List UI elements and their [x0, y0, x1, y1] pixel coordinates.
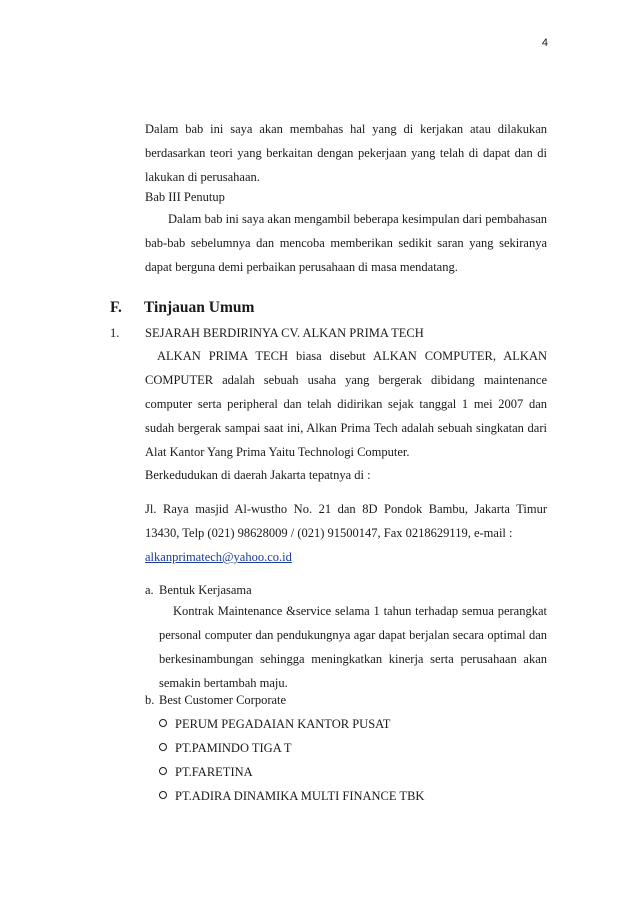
paragraph-bab-2: Dalam bab ini saya akan membahas hal yang di kerjakan atau dilakukan berdasarkan teori yang berkaitan dengan pekerjaan yang telah di dapat dan di lakukan di perusahaan.: [145, 122, 547, 184]
customer-name: PT.ADIRA DINAMIKA MULTI FINANCE TBK: [175, 789, 425, 803]
customer-list: [159, 712, 424, 808]
page-number: 4: [541, 37, 548, 49]
paragraph-bab-3: Dalam bab ini saya akan mengambil beberapa kesimpulan dari pembahasan bab-bab sebelumnya dan mencoba memberikan sedikit saran yang sekiranya dapat berguna demi perbaikan perusahaan di masa mendatang.: [145, 212, 547, 274]
subsection-heading: [110, 321, 424, 345]
bullet-icon: [159, 767, 167, 775]
bullet-icon: [159, 791, 167, 799]
kedudukan-line: Berkedudukan di daerah Jakarta tepatnya di :: [145, 468, 371, 482]
customer-name: PT.FARETINA: [175, 765, 253, 779]
list-item: [159, 736, 424, 760]
customer-name: PERUM PEGADAIAN KANTOR PUSAT: [175, 717, 391, 731]
bab-3-title: Bab III Penutup: [145, 190, 225, 204]
section-letter: F.: [110, 299, 122, 316]
paragraph-sejarah: ALKAN PRIMA TECH biasa disebut ALKAN COMPUTER, ALKAN COMPUTER adalah sebuah usaha yang bergerak dibidang maintenance computer serta peripheral dan telah didirikan sejak tanggal 1 mei 2007 dan sudah bergerak sampai saat ini, Alkan Prima Tech adalah sebuah singkatan dari Alat Kantor Yang Prima Yaitu Technologi Computer.: [145, 349, 547, 459]
section-title: Tinjauan Umum: [144, 299, 255, 316]
item-a-paragraph: Kontrak Maintenance &service selama 1 tahun terhadap semua perangkat personal computer dan pendukungnya agar dapat berjalan secara optimal dan berkesinambungan sehingga meningkatkan kinerja serta perusahaan akan semakin bertambah maju.: [159, 604, 547, 690]
item-b-heading: [145, 688, 286, 712]
bullet-icon: [159, 719, 167, 727]
list-item: [159, 760, 424, 784]
subsection-title: SEJARAH BERDIRINYA CV. ALKAN PRIMA TECH: [145, 326, 424, 340]
item-a-letter: a.: [145, 583, 154, 597]
item-b-letter: b.: [145, 693, 155, 707]
list-item: [159, 784, 424, 808]
list-item: [159, 712, 424, 736]
customer-name: PT.PAMINDO TIGA T: [175, 741, 292, 755]
email-link[interactable]: alkanprimatech@yahoo.co.id: [145, 550, 292, 564]
bullet-icon: [159, 743, 167, 751]
item-a-title: Bentuk Kerjasama: [159, 583, 252, 597]
subsection-number: 1.: [110, 326, 120, 340]
section-heading: [110, 296, 254, 320]
email-link-line: [145, 545, 292, 569]
address-paragraph: Jl. Raya masjid Al-wustho No. 21 dan 8D Pondok Bambu, Jakarta Timur 13430, Telp (021) 98628009 / (021) 91500147, Fax 0218629119, e-mail :: [145, 502, 547, 540]
item-b-title: Best Customer Corporate: [159, 693, 287, 707]
